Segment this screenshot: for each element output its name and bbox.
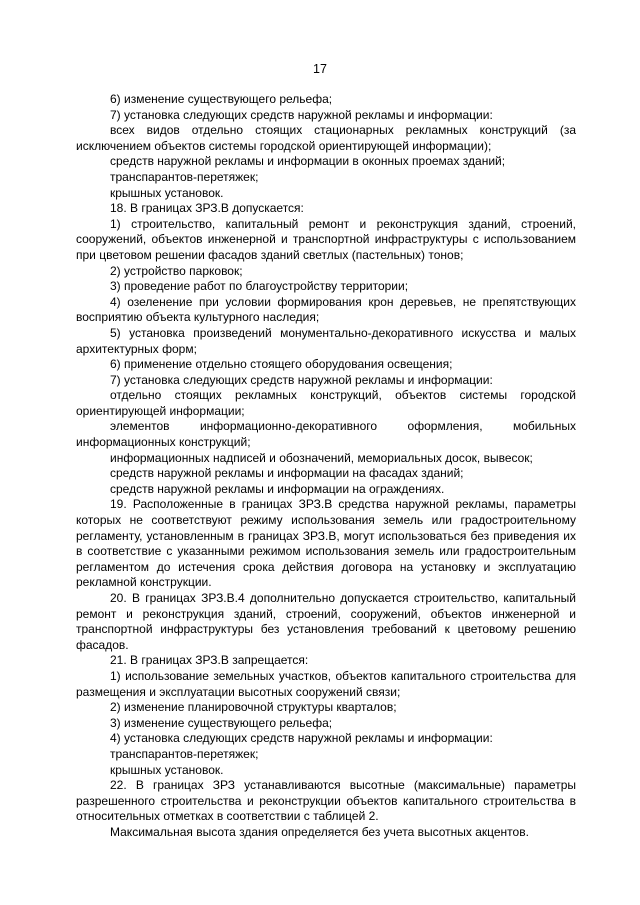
paragraph: 5) установка произведений монументально-декоративного искусства и малых архитектурных форм; — [76, 325, 576, 356]
page-number: 17 — [313, 62, 327, 76]
paragraph: 22. В границах ЗРЗ устанавливаются высотные (максимальные) параметры разрешенного строительства и реконструкции объектов капитального строительства в относительных отметках в соответствии с таблицей 2. — [76, 778, 576, 824]
paragraph: 2) изменение планировочной структуры кварталов; — [110, 700, 397, 715]
paragraph: 7) установка следующих средств наружной рекламы и информации: — [110, 372, 493, 387]
paragraph: 3) изменение существующего рельефа; — [110, 715, 333, 730]
document-body — [76, 92, 576, 841]
paragraph: средств наружной рекламы и информации на ограждениях. — [110, 481, 445, 496]
paragraph: 19. Расположенные в границах ЗРЗ.В средства наружной рекламы, параметры которых не соответствуют режиму использования земель или градостроительному регламенту, установленным в границах ЗРЗ.В, могут использоваться без приведения их в соответствие с указанными режимом использования земель или градостроительным регламентом до истечения срока действия договора на установку и эксплуатацию рекламной конструкции. — [76, 497, 576, 590]
paragraph: 4) установка следующих средств наружной рекламы и информации: — [110, 731, 493, 746]
paragraph: 4) озеленение при условии формирования крон деревьев, не препятствующих восприятию объекта культурного наследия; — [76, 294, 576, 325]
paragraph: 1) строительство, капитальный ремонт и реконструкция зданий, строений, сооружений, объектов инженерной и транспортной инфраструктуры с использованием при цветовом решении фасадов зданий светлых (пастельных) тонов; — [76, 216, 576, 262]
paragraph: транспарантов-перетяжек; — [110, 169, 259, 184]
paragraph: 7) установка следующих средств наружной рекламы и информации: — [110, 107, 493, 122]
paragraph: средств наружной рекламы и информации на фасадах зданий; — [110, 466, 464, 481]
paragraph: 18. В границах ЗРЗ.В допускается: — [110, 201, 304, 216]
paragraph: информационных надписей и обозначений, мемориальных досок, вывесок; — [110, 450, 533, 465]
paragraph: 6) применение отдельно стоящего оборудования освещения; — [110, 357, 453, 372]
paragraph: 6) изменение существующего рельефа; — [110, 92, 333, 106]
paragraph: крышных установок. — [110, 762, 224, 777]
paragraph: элементов информационно-декоративного оформления, мобильных информационных конструкций; — [76, 419, 576, 450]
paragraph: 21. В границах ЗРЗ.В запрещается: — [110, 653, 309, 668]
paragraph: 20. В границах ЗРЗ.В.4 дополнительно допускается строительство, капитальный ремонт и реконструкция зданий, строений, сооружений, объектов инженерной и транспортной инфраструктуры без установления требований к цветовому решению фасадов. — [76, 591, 576, 652]
paragraph: транспарантов-перетяжек; — [110, 746, 259, 761]
paragraph: всех видов отдельно стоящих стационарных рекламных конструкций (за исключением объектов системы городской ориентирующей информации); — [76, 123, 576, 153]
paragraph: Максимальная высота здания определяется без учета высотных акцентов. — [110, 824, 529, 839]
paragraph: 2) устройство парковок; — [110, 263, 243, 278]
paragraph: средств наружной рекламы и информации в оконных проемах зданий; — [110, 154, 506, 169]
paragraph: 3) проведение работ по благоустройству территории; — [110, 279, 409, 294]
paragraph: 1) использование земельных участков, объектов капитального строительства для размещения и эксплуатации высотных сооружений связи; — [76, 668, 576, 699]
paragraph: крышных установок. — [110, 185, 224, 200]
paragraph: отдельно стоящих рекламных конструкций, объектов системы городской ориентирующей информации; — [76, 388, 576, 418]
